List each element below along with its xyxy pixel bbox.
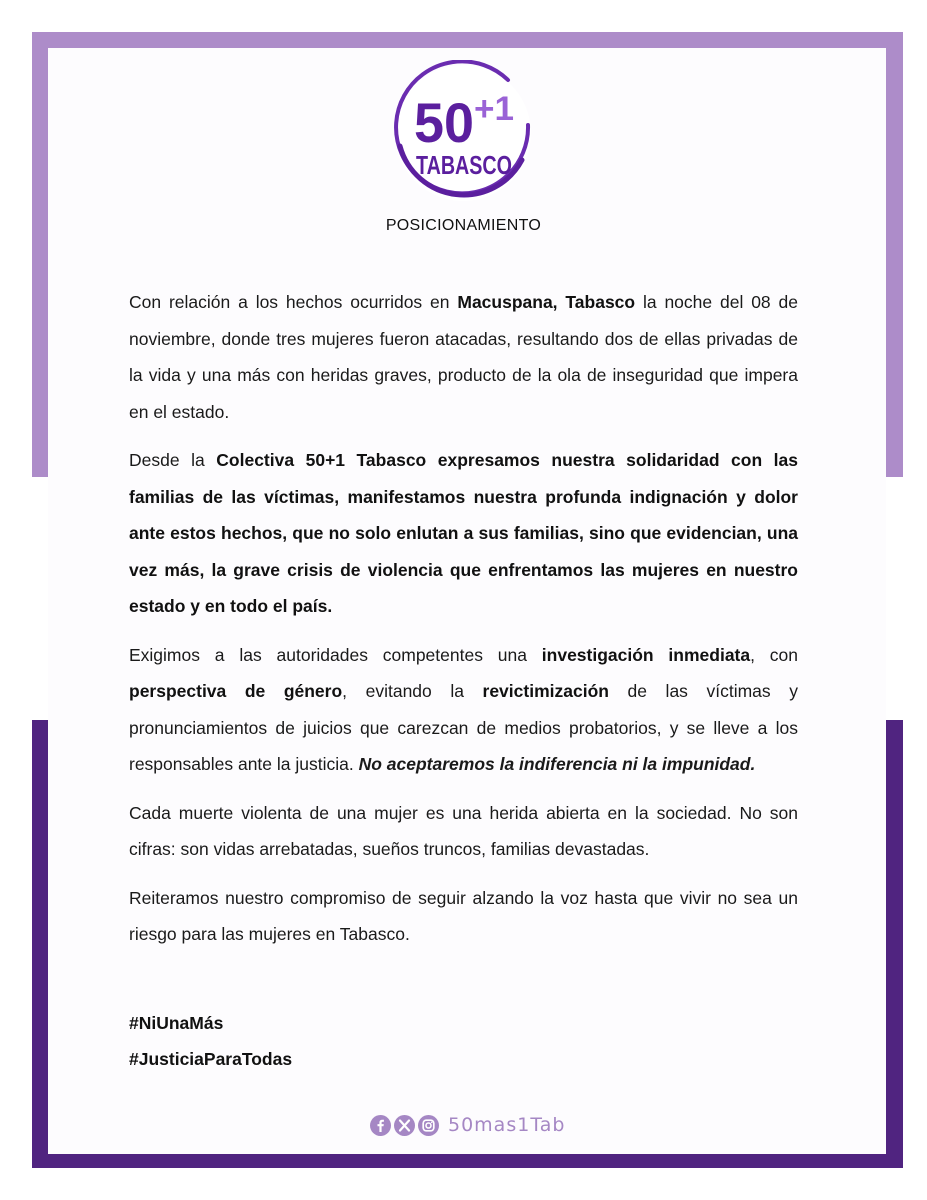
paragraph-4: Cada muerte violenta de una mujer es una herida abierta en la sociedad. No son cifras: son vidas arrebatadas, sueños truncos, familias devastadas. (129, 802, 798, 859)
paragraph-5: Reiteramos nuestro compromiso de seguir alzando la voz hasta que vivir no sea un riesgo para las mujeres en Tabasco. (129, 887, 798, 944)
social-handle[interactable]: 50mas1Tab (448, 1114, 566, 1136)
page-title: POSICIONAMIENTO (385, 217, 542, 234)
x-icon[interactable] (394, 1115, 415, 1136)
instagram-icon[interactable] (418, 1115, 439, 1136)
hashtags (129, 1005, 292, 1077)
social-footer (370, 1113, 565, 1137)
logo (390, 60, 536, 206)
paragraph-1: Con relación a los hechos ocurridos en Macuspana, Tabasco la noche del 08 de noviembre, donde tres mujeres fueron atacadas, resultando dos de ellas privadas de la vida y una más con heridas graves, producto de la ola de inseguridad que impera en el estado. (129, 292, 798, 422)
facebook-icon[interactable] (370, 1115, 391, 1136)
paragraph-3: Exigimos a las autoridades competentes una investigación inmediata, con perspectiva de género, evitando la revictimización de las víctimas y pronunciamientos de juicios que carezcan de medios probatorios, y se lleve a los responsables ante la justicia. No aceptaremos la indiferencia ni la impunidad. (129, 644, 799, 774)
statement-body (129, 284, 798, 965)
logo-plus: +1 (474, 90, 514, 128)
logo-number: 50 (414, 91, 474, 154)
paragraph-2: Desde la Colectiva 50+1 Tabasco expresamos nuestra solidaridad con las familias de las víctimas, manifestamos nuestra profunda indignación y dolor ante estos hechos, que no solo enlutan a sus familias, sino que evidencian, una vez más, la grave crisis de violencia que enfrentamos las mujeres en nuestro estado y en todo el país. (129, 450, 799, 616)
hashtag: #JusticiaParaTodas (129, 1049, 293, 1069)
logo-name: TABASCO (416, 150, 512, 180)
hashtag: #NiUnaMás (129, 1013, 224, 1033)
